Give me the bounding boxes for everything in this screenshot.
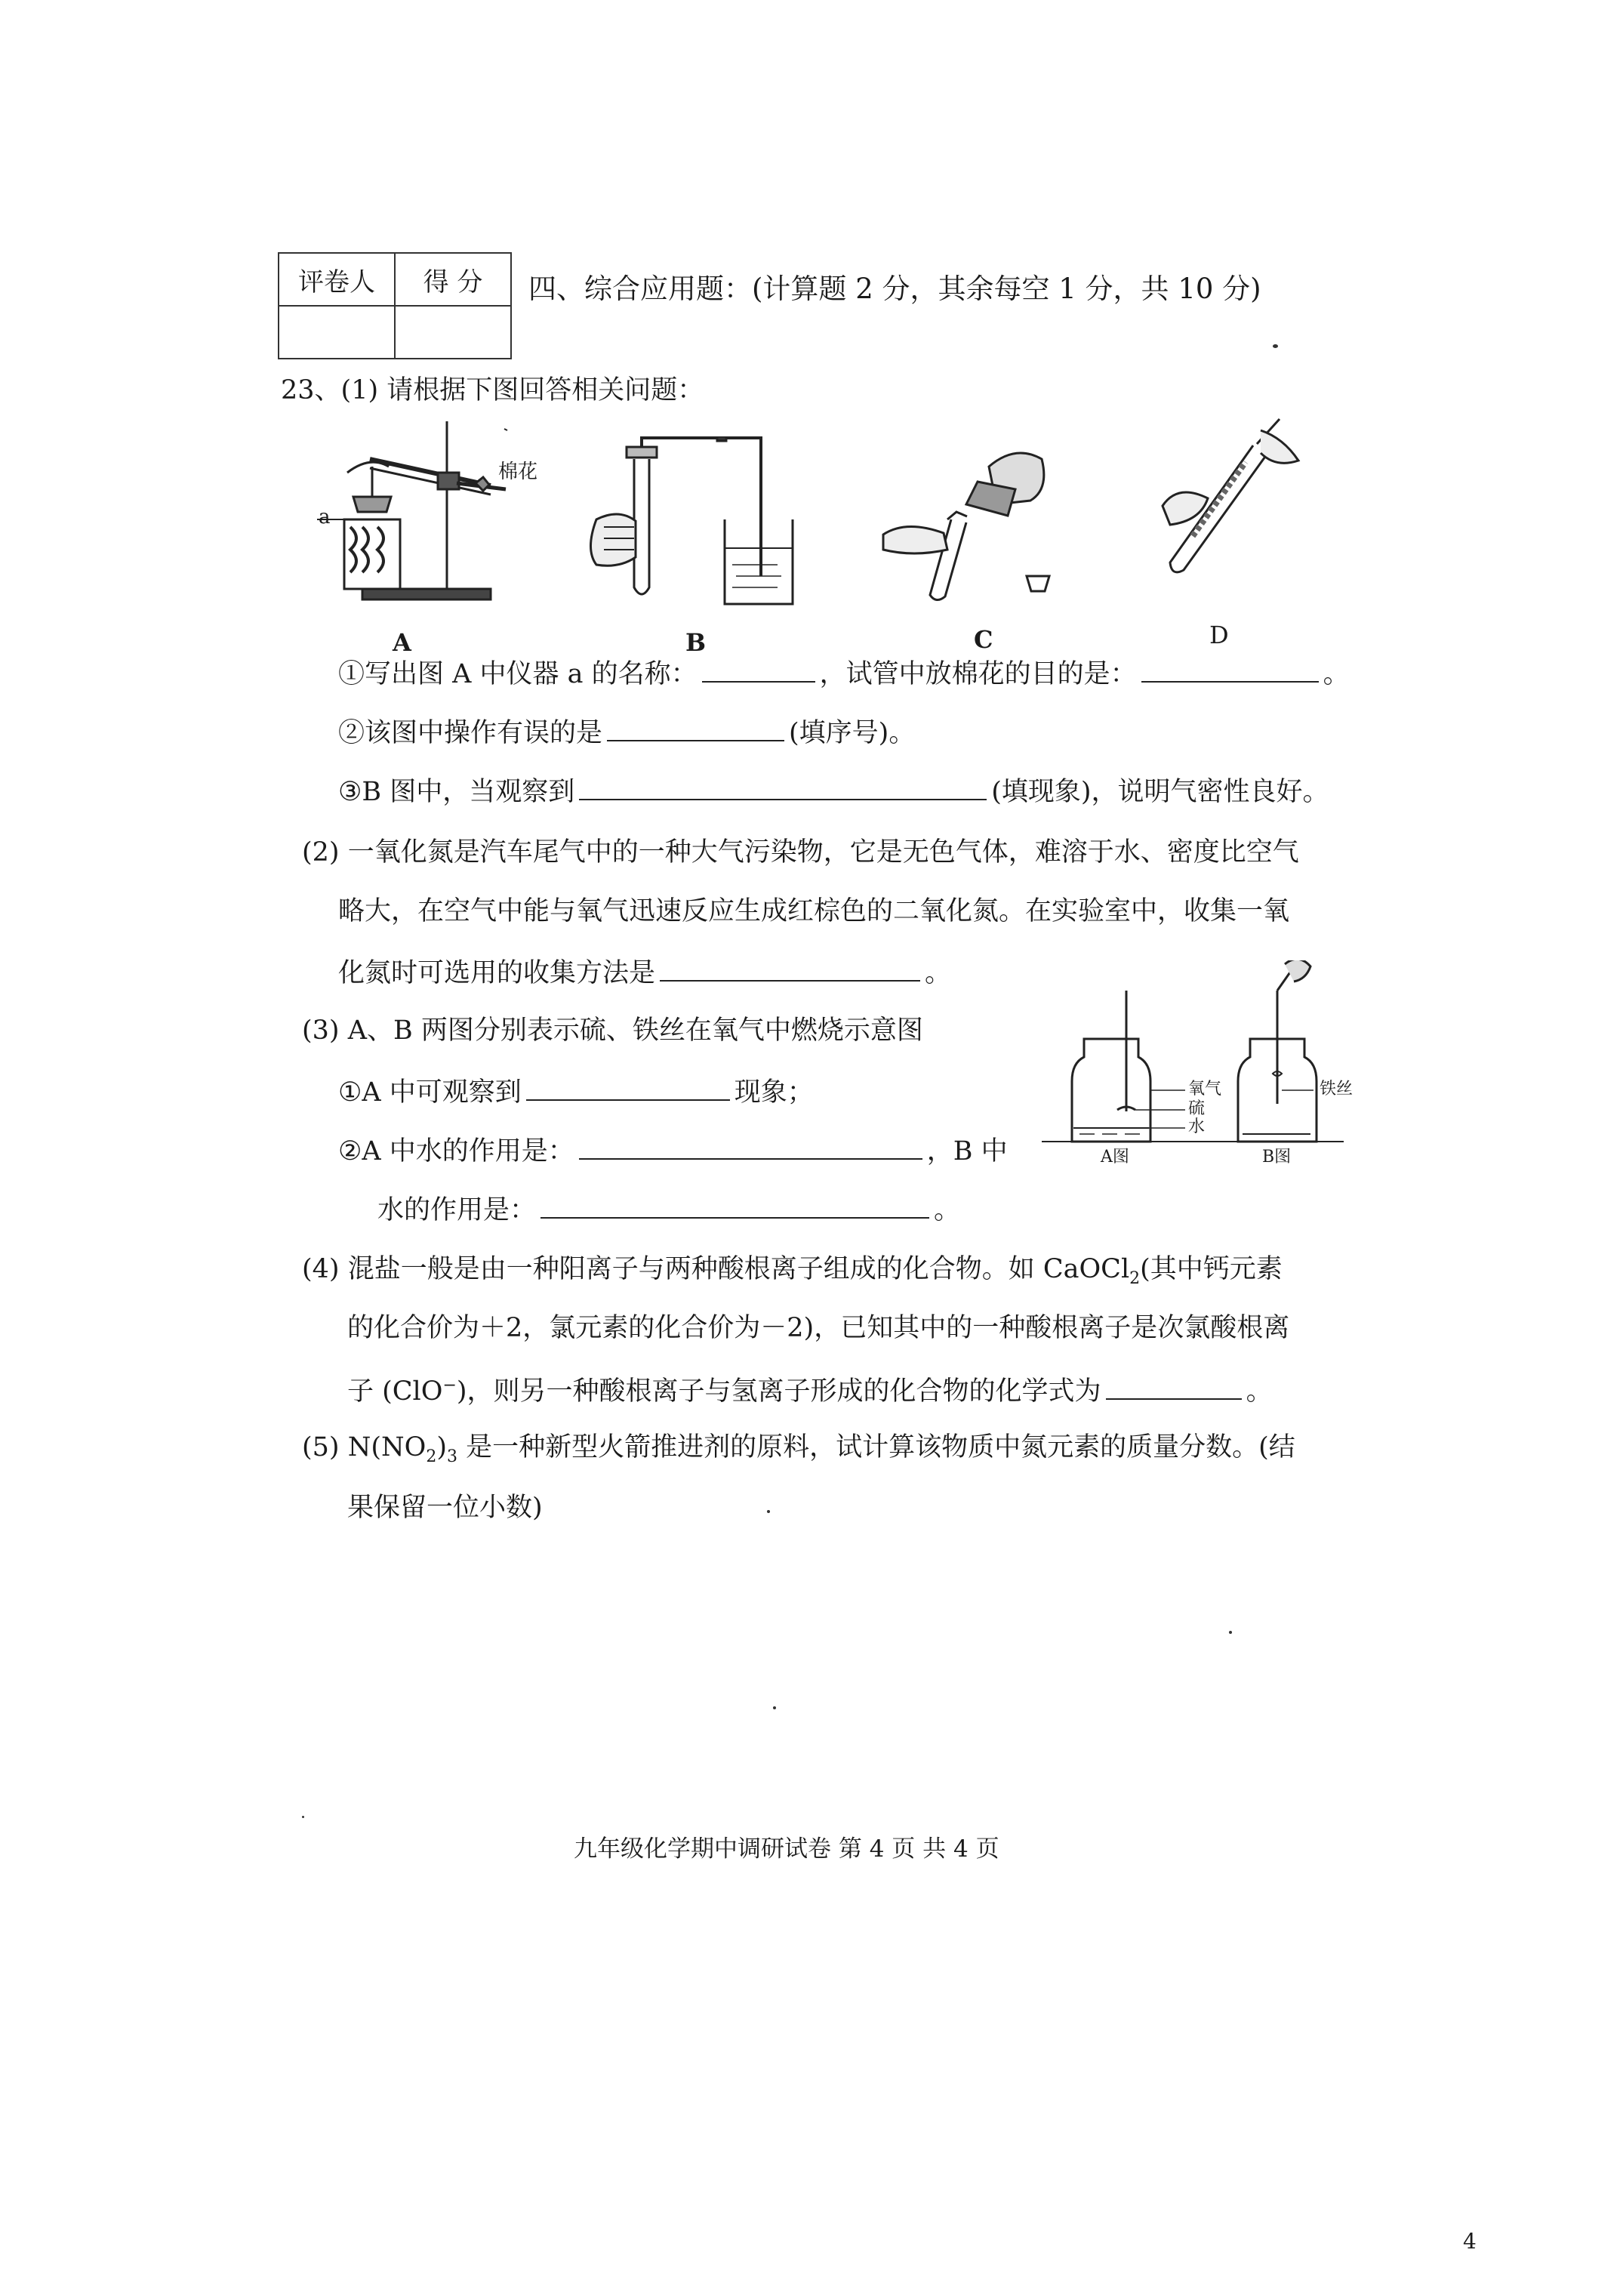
q23-part2-line2: 略大，在空气中能与氧气迅速反应生成红棕色的二氧化氮。在实验室中，收集一氧: [338, 896, 1290, 926]
scan-speck: [767, 1510, 770, 1513]
answer-blank-water-role-b[interactable]: [540, 1194, 929, 1219]
q23-part1-line3: ③B 图中，当观察到 (填现象)，说明气密性良好。: [338, 777, 1329, 807]
score-cell: [395, 306, 511, 359]
combustion-jars-drawing: [1042, 960, 1344, 1179]
scan-speck: [1229, 1631, 1232, 1634]
jar-label-water: 水: [1188, 1117, 1206, 1136]
scan-speck: [1273, 344, 1278, 348]
figure-label-a: A: [393, 628, 411, 657]
answer-blank-cotton-purpose[interactable]: [1141, 658, 1319, 683]
jar-label-iron-wire: 铁丝: [1320, 1080, 1354, 1099]
page-number: 4: [1463, 2229, 1477, 2254]
answer-blank-collection-method[interactable]: [660, 957, 920, 982]
jar-label-oxygen: 氧气: [1188, 1080, 1222, 1099]
q23-part4-line1: (4) 混盐一般是由一种阳离子与两种酸根离子组成的化合物。如 CaOCl$_2$(其中钙元素: [302, 1254, 1283, 1288]
score-header: 得 分: [395, 253, 511, 306]
scan-speck: [773, 1706, 776, 1709]
q23-part4-line2: 的化合价为＋2，氯元素的化合价为－2)，已知其中的一种酸根离子是次氯酸根离: [347, 1313, 1290, 1343]
q23-part2-line3: 化氮时可选用的收集方法是 。: [338, 958, 952, 988]
q23-intro: 23、(1) 请根据下图回答相关问题：: [281, 375, 704, 405]
cotton-label: 棉花: [498, 461, 538, 483]
q23-part4-line3: 子 (ClO−)，则另一种酸根离子与氢离子形成的化合物的化学式为 。: [347, 1376, 1273, 1407]
instrument-a-marker: a: [319, 506, 331, 529]
apparatus-c-drawing: [876, 444, 1064, 606]
answer-blank-instrument-name[interactable]: [702, 658, 815, 683]
answer-blank-wrong-operation[interactable]: [607, 717, 784, 741]
jar-caption-b: B图: [1262, 1148, 1292, 1166]
q23-part2-line1: (2) 一氧化氮是汽车尾气中的一种大气污染物，它是无色气体，难溶于水、密度比空气: [302, 837, 1299, 868]
apparatus-a-drawing: [317, 414, 566, 610]
q23-part3-line1: (3) A、B 两图分别表示硫、铁丝在氧气中燃烧示意图: [302, 1015, 923, 1046]
apparatus-d-drawing: [1147, 415, 1306, 581]
q23-part3-line2: ①A 中可观察到 现象；: [338, 1077, 814, 1108]
score-table: [278, 252, 512, 359]
figure-label-d: D: [1209, 621, 1229, 649]
jar-label-sulfur: 硫: [1188, 1099, 1206, 1118]
answer-blank-sulfur-phenomenon[interactable]: [526, 1077, 730, 1101]
grader-header: 评卷人: [279, 253, 395, 306]
apparatus-b-drawing: [581, 436, 800, 606]
section-title: 四、综合应用题：(计算题 2 分，其余每空 1 分，共 10 分): [528, 273, 1261, 305]
q23-part1-line1: ①写出图 A 中仪器 a 的名称： ，试管中放棉花的目的是： 。: [338, 659, 1350, 689]
jar-caption-a: A图: [1101, 1148, 1129, 1166]
scan-speck: [302, 1816, 304, 1818]
answer-blank-phenomenon[interactable]: [579, 776, 987, 800]
figure-label-b: B: [685, 628, 707, 657]
q23-part3-line3: ②A 中水的作用是： ，B 中: [338, 1136, 1008, 1166]
grader-cell: [279, 306, 395, 359]
figure-label-c: C: [974, 625, 993, 654]
answer-blank-chemical-formula[interactable]: [1106, 1376, 1242, 1400]
answer-blank-water-role-a[interactable]: [579, 1136, 922, 1160]
q23-part5-line1: (5) $N(NO_2)_3$ 是一种新型火箭推进剂的原料，试计算该物质中氮元素的质量分数。(结: [302, 1432, 1295, 1466]
q23-part5-line2: 果保留一位小数): [347, 1493, 543, 1523]
page-footer: 九年级化学期中调研试卷 第 4 页 共 4 页: [574, 1835, 999, 1863]
q23-part3-line4: 水的作用是： 。: [377, 1195, 961, 1225]
q23-part1-line2: ②该图中操作有误的是 (填序号)。: [338, 718, 916, 748]
